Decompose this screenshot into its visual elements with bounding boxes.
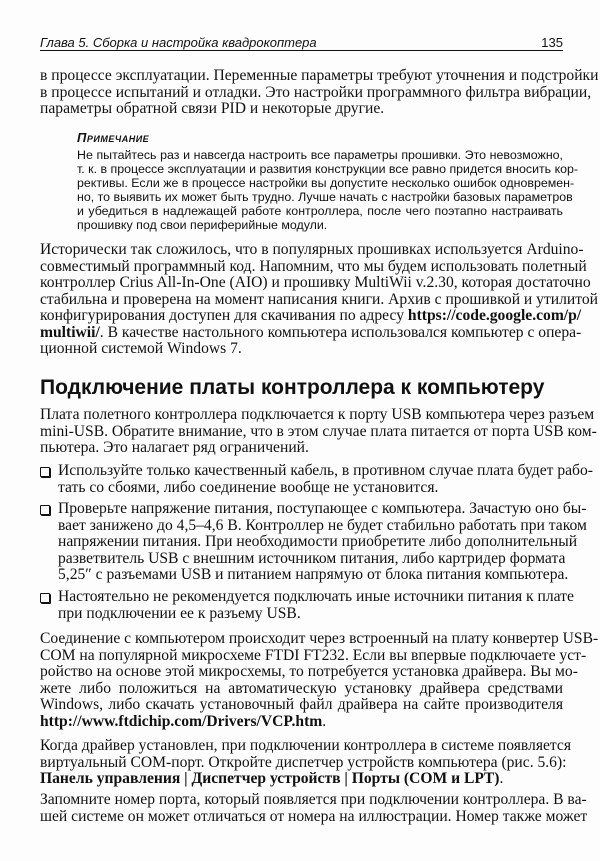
text-line (77, 190, 573, 204)
text-run: разветвитель USB с внешним источником питания, либо картридер формата (58, 549, 566, 567)
text-line (40, 83, 592, 102)
text-run: ционной системой Windows 7. (40, 340, 242, 357)
text-line (58, 500, 587, 518)
header-rule (40, 50, 563, 51)
paragraph (40, 406, 597, 457)
text-line (58, 533, 578, 551)
text-run: Windows, либо скачать установочный файл драйвера на сайте производителя (40, 696, 563, 713)
text-line (77, 148, 563, 162)
text-run: Когда драйвер установлен, при подключении контроллера в системе появляется (40, 737, 572, 754)
text-run: рективы. Если же в процессе настройки вы допустите несколько ошибок одновремен- (77, 176, 575, 190)
text-line (40, 257, 587, 276)
text-line (40, 714, 563, 731)
text-line (40, 307, 582, 325)
text-run: т. к. в процессе эксплуатации и развития конструкции все равно придется вносить кор- (77, 162, 579, 176)
text-line (58, 549, 566, 568)
text-run: и убедиться в надлежащей работе контроллера, после чего поэтапно настраивать (77, 204, 563, 218)
text-line (77, 162, 579, 176)
bold-text: Панель управления | Диспетчер устройств | Порты (COM и LPT) (40, 770, 500, 787)
text-line (77, 204, 563, 218)
text-run: ройство на основе этой микросхемы, то потребуется установка драйвера. Вы мо- (40, 663, 578, 680)
text-run: при подключении ее к разъему USB. (58, 604, 301, 622)
text-line (40, 771, 563, 788)
text-line (40, 323, 582, 342)
list-item (58, 588, 574, 622)
text-line (40, 753, 567, 772)
list-item (58, 462, 593, 496)
text-run: жете либо положиться на автоматическую установку драйвера средствами (40, 679, 563, 697)
bold-text: http://www.ftdichip.com/Drivers/VCP.htm (40, 712, 323, 730)
text-run: в процессе эксплуатации. Переменные параметры требуют уточнения и подстройки (40, 67, 599, 84)
text-run: Не пытайтесь раз и навсегда настроить все параметры прошивки. Это невозможно, (77, 148, 563, 162)
text-line (58, 462, 593, 480)
text-line (40, 101, 563, 118)
text-run: COM на популярной микросхеме FTDI FT232. Если вы впервые подключаете уст- (40, 646, 587, 664)
text-run: совместимый программный код. Напомним, что мы будем использовать полетный (40, 257, 587, 275)
text-run: 5,25″ с разъемами USB и питанием напрямую от блока питания компьютера. (58, 566, 569, 583)
text-run: шей системе он может отличаться от номера на иллюстрации. Номер также может (40, 807, 588, 825)
text-run: конфигурирования доступен для скачивания по адресу (40, 307, 408, 324)
running-header (40, 35, 563, 50)
text-run: Плата полетного контроллера подключается к порту USB компьютера через разъем (40, 406, 595, 423)
text-line (40, 440, 563, 457)
text-line (40, 290, 599, 309)
text-line (58, 606, 563, 623)
text-run: Проверьте напряжение питания, поступающее с компьютера. Зачастую оно бы- (58, 500, 587, 517)
text-run: параметры обратной связи PID и некоторые другие. (40, 100, 385, 117)
text-line (40, 663, 578, 681)
checkbox-bullet-icon (40, 505, 50, 515)
text-run: контроллер Crius All-In-One (AIO) и прошивку MultiWii v.2.30, которая достаточно (40, 274, 591, 291)
running-title: Глава 5. Сборка и настройка квадрокоптера (40, 35, 317, 50)
text-line (40, 697, 563, 714)
text-run: . (499, 770, 504, 787)
note-title: Примечание (77, 130, 150, 145)
text-run: . (322, 712, 327, 730)
text-run: . В качестве настольного компьютера использовался компьютер с опера- (99, 323, 582, 341)
text-run: Запомните номер порта, который появляется при подключении контроллера. В ва- (40, 791, 587, 808)
text-run: прошивку под свои периферийные модули. (77, 218, 328, 232)
text-run: пьютера. Это налагает ряд ограничений. (40, 439, 309, 456)
text-line (40, 341, 563, 358)
paragraph (40, 241, 599, 358)
page-number: 135 (541, 35, 563, 50)
text-line (77, 176, 575, 190)
section-heading: Подключение платы контроллера к компьютеру (40, 376, 545, 399)
text-line (40, 422, 597, 441)
text-line (40, 807, 588, 826)
text-run: напряжении питания. При необходимости приобретите либо дополнительный (58, 533, 578, 550)
text-line (58, 480, 563, 497)
note-body (77, 148, 579, 232)
paragraph (40, 737, 572, 788)
list-item (58, 500, 587, 584)
text-run: mini-USB. Обратите внимание, что в этом случае плата питается от порта USB ком- (40, 422, 597, 440)
text-run: тать со сбоями, либо соединение вообще не установится. (58, 478, 439, 496)
bold-text: https://code.google.com/p/ (407, 307, 582, 324)
paragraph (40, 630, 599, 730)
text-run: виртуальный COM-порт. Откройте диспетчер устройств компьютера (рис. 5.6): (40, 753, 567, 771)
text-line (40, 791, 587, 809)
text-run: Настоятельно не рекомендуется подключать иные источники питания к плате (58, 588, 574, 605)
checkbox-bullet-icon (40, 467, 50, 477)
text-line (40, 681, 563, 698)
text-run: но, то выявить их может быть трудно. Лучше начать с настройки базовых параметров (77, 190, 573, 204)
text-run: в процессе испытаний и отладки. Это настройки программного фильтра вибрации, (40, 83, 592, 101)
paragraph (40, 791, 588, 825)
text-run: вает занижено до 4,5–4,6 В. Контроллер не будет стабильно работать при таком (58, 516, 587, 534)
text-run: Соединение с компьютером происходит через встроенный на плату конвертер USB- (40, 630, 599, 647)
bold-text: multiwii/ (40, 323, 100, 341)
text-line (58, 566, 569, 584)
text-line (77, 218, 563, 232)
text-line (40, 241, 584, 259)
paragraph (40, 67, 599, 118)
text-line (58, 516, 587, 535)
text-line (40, 67, 599, 85)
text-line (40, 646, 587, 665)
text-run: стабильна и проверена на момент написания книги. Архив с прошивкой и утилитой (40, 290, 599, 308)
checkbox-bullet-icon (40, 593, 50, 603)
text-line (40, 737, 572, 755)
text-line (58, 588, 574, 606)
text-line (40, 274, 591, 292)
text-run: Используйте только качественный кабель, в противном случае плата будет рабо- (58, 462, 593, 479)
text-line (40, 630, 599, 648)
text-line (40, 406, 595, 424)
text-run: Исторически так сложилось, что в популярных прошивках используется Arduino- (40, 241, 584, 258)
